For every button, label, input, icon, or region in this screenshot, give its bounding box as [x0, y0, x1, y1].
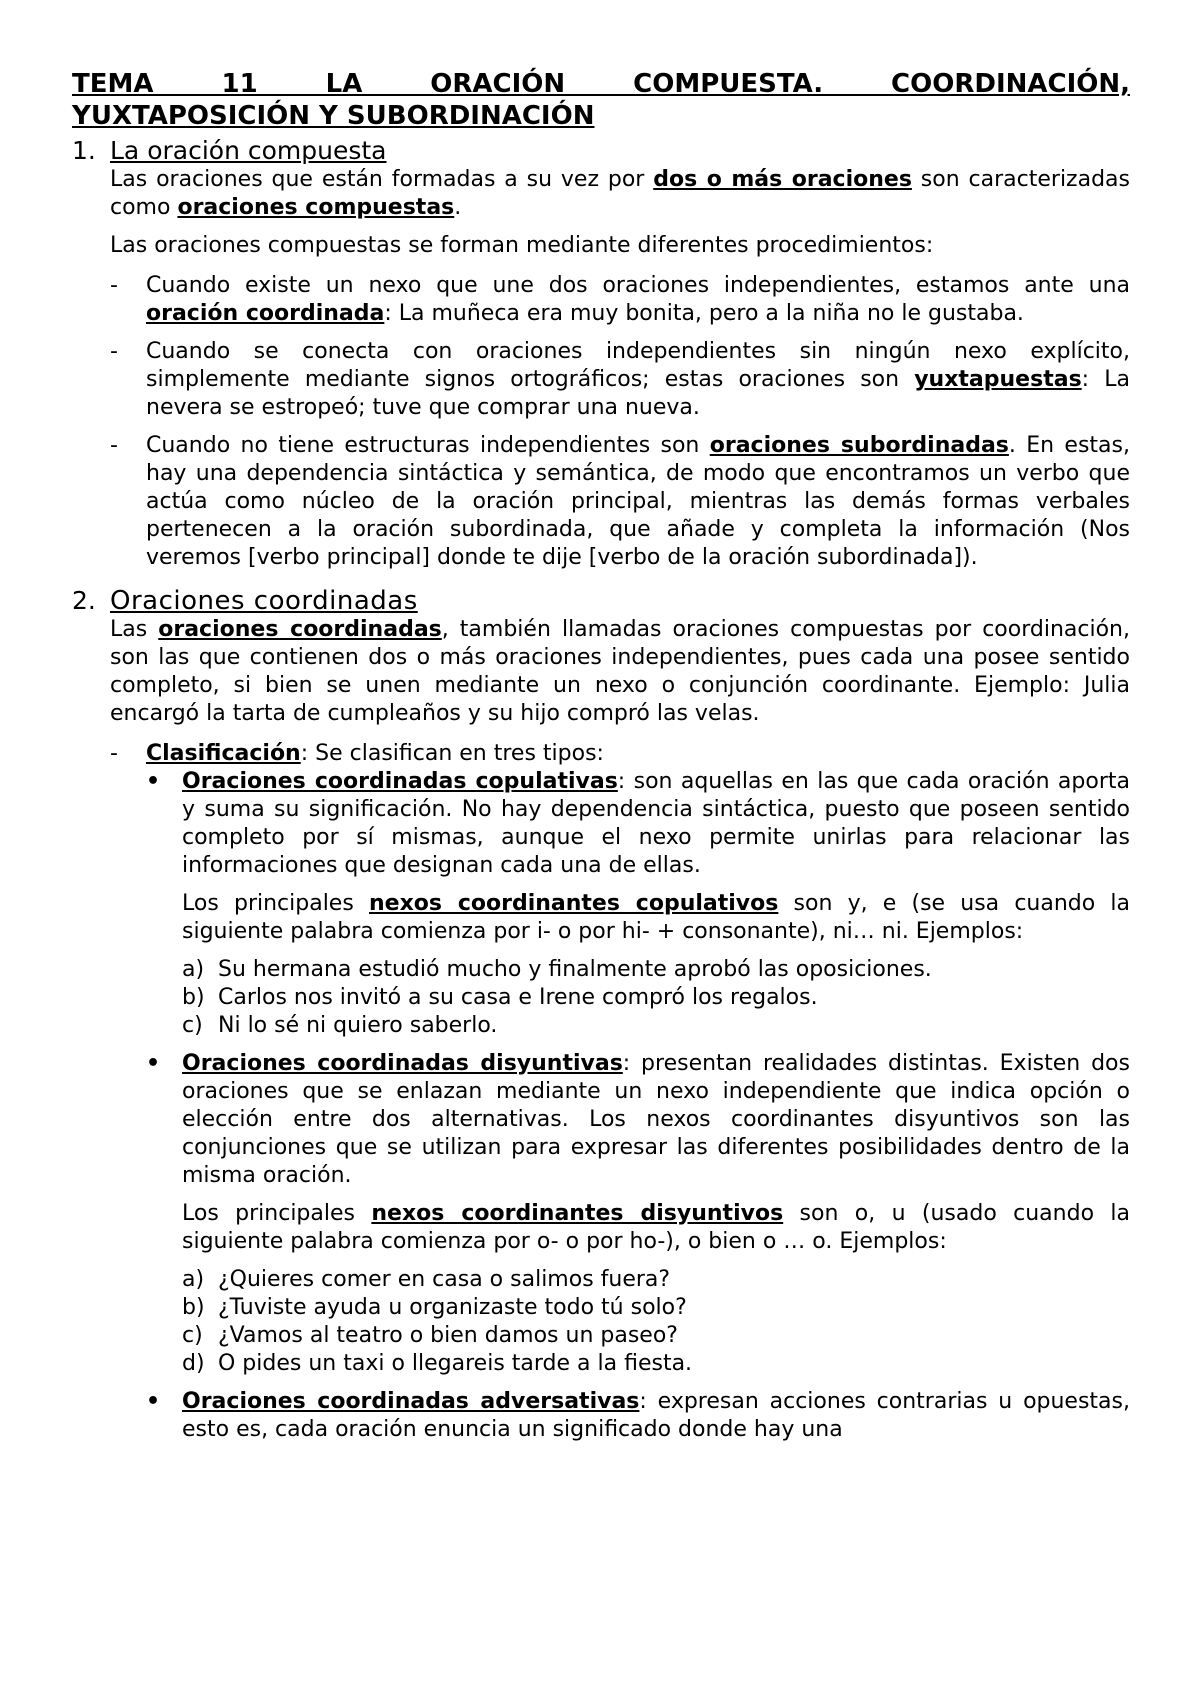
- title-line-1: TEMA 11 LA ORACIÓN COMPUESTA. COORDINACIÓN,: [72, 69, 1130, 99]
- example-text: Ni lo sé ni quiero saberlo.: [218, 1013, 498, 1038]
- example-letter: c): [182, 1323, 203, 1348]
- list-item-text: [146, 272, 1130, 328]
- emphasis-term: oraciones coordinadas: [158, 617, 442, 642]
- text-span: : Se clasifican en tres tipos:: [300, 741, 604, 766]
- list-item-text: [146, 338, 1130, 422]
- section-2-paragraph-1: [110, 616, 1130, 728]
- type-item-disyuntivas: [146, 1050, 1130, 1378]
- text-span: Las oraciones que están formadas a su vez por: [110, 167, 654, 192]
- type-description: [182, 1050, 1130, 1190]
- bullet-marker: •: [146, 769, 161, 794]
- examples-list: [182, 1266, 1130, 1378]
- example-text: ¿Vamos al teatro o bien damos un paseo?: [218, 1323, 678, 1348]
- emphasis-term: oraciones compuestas: [177, 195, 455, 220]
- text-span: Cuando no tiene estructuras independientes son: [146, 433, 710, 458]
- example-item: [182, 984, 1130, 1012]
- section-2-body: [110, 616, 1130, 728]
- nexos-paragraph: [182, 1200, 1130, 1256]
- type-item-body: [182, 768, 1130, 1040]
- dash-marker: -: [110, 273, 118, 298]
- text-span: son y, e (se usa cuando la siguiente palabra comienza por i- o por hi- + consonante), ni… ni. Ejemplos:: [182, 891, 1130, 944]
- text-span: : La nevera se estropeó; tuve que comprar una nueva.: [146, 367, 1130, 420]
- text-span: Las: [110, 617, 159, 642]
- type-description: [182, 768, 1130, 880]
- emphasis-term: nexos coordinantes disyuntivos: [371, 1201, 784, 1226]
- text-span: . En estas, hay una dependencia sintáctica y semántica, de modo que encontramos un verbo que actúa como núcleo de la oración principal, mientras las demás formas verbales pertenecen a la oración subordinada, que añade y completa la información (Nos veremos [verbo principal] donde te dije [verbo de la oración subordinada]).: [146, 433, 1130, 570]
- bullet-marker: •: [146, 1389, 161, 1414]
- example-text: ¿Tuviste ayuda u organizaste todo tú solo?: [218, 1295, 687, 1320]
- text-span: Los principales: [182, 1201, 372, 1226]
- classification-intro: [146, 740, 1130, 768]
- section-2-title: Oraciones coordinadas: [110, 586, 418, 616]
- emphasis-term: oración coordinada: [146, 301, 385, 326]
- text-span: : son aquellas en las que cada oración aporta y suma su significación. No hay dependencia sintáctica, puesto que poseen sentido completo por sí mismas, aunque el nexo permite unirlas para relacionar las informaciones que designan cada una de ellas.: [182, 769, 1130, 878]
- dash-marker: -: [110, 433, 118, 458]
- example-letter: c): [182, 1013, 203, 1038]
- text-span: son caracterizadas como: [110, 167, 1130, 220]
- text-span: Cuando existe un nexo que une dos oraciones independientes, estamos ante una: [146, 273, 1130, 298]
- bullet-marker: •: [146, 1051, 161, 1076]
- example-letter: b): [182, 1295, 205, 1320]
- example-letter: d): [182, 1351, 205, 1376]
- example-item: [182, 1294, 1130, 1322]
- emphasis-term: Oraciones coordinadas adversativas: [182, 1389, 640, 1414]
- emphasis-term: nexos coordinantes copulativos: [369, 891, 779, 916]
- text-span: : expresan acciones contrarias u opuestas, esto es, cada oración enuncia un significado donde hay una: [182, 1389, 1130, 1442]
- type-item-body: [182, 1388, 1130, 1444]
- section-1-paragraph-2: Las oraciones compuestas se forman mediante diferentes procedimientos:: [110, 233, 934, 258]
- text-span: .: [454, 195, 462, 220]
- section-1-body: [110, 166, 1130, 260]
- nexos-paragraph: [182, 890, 1130, 946]
- text-span: Cuando se conecta con oraciones independientes sin ningún nexo explícito, simplemente mediante signos ortográficos; estas oraciones son: [146, 339, 1130, 392]
- example-text: Su hermana estudió mucho y finalmente aprobó las oposiciones.: [218, 957, 932, 982]
- example-text: O pides un taxi o llegareis tarde a la fiesta.: [218, 1351, 693, 1376]
- emphasis-term: yuxtapuestas: [914, 367, 1082, 392]
- emphasis-term: Clasificación: [146, 741, 301, 766]
- example-item: [182, 1266, 1130, 1294]
- emphasis-term: Oraciones coordinadas copulativas: [182, 769, 618, 794]
- classification-item: [110, 740, 1130, 1444]
- list-item: [110, 272, 1130, 328]
- document-title: [72, 68, 1130, 132]
- text-span: , también llamadas oraciones compuestas por coordinación, son las que contienen dos o más oraciones independientes, pues cada una posee sentido completo, si bien se unen mediante un nexo o conjunción coordinante. Ejemplo: Julia encargó la tarta de cumpleaños y su hijo compró las velas.: [110, 617, 1130, 726]
- examples-list: [182, 956, 1130, 1040]
- example-letter: a): [182, 1267, 205, 1292]
- section-1-heading: [72, 136, 1130, 166]
- text-span: : presentan realidades distintas. Existen dos oraciones que se enlazan mediante un nexo independiente que indica opción o elección entre dos alternativas. Los nexos coordinantes disyuntivos son las conjunciones que se utilizan para expresar las diferentes posibilidades dentro de la misma oración.: [182, 1051, 1130, 1188]
- example-text: ¿Quieres comer en casa o salimos fuera?: [218, 1267, 671, 1292]
- emphasis-term: Oraciones coordinadas disyuntivas: [182, 1051, 623, 1076]
- type-item-adversativas: [146, 1388, 1130, 1444]
- type-item-copulativas: [146, 768, 1130, 1040]
- section-1-number: 1.: [72, 136, 96, 165]
- example-letter: a): [182, 957, 205, 982]
- section-1-paragraph-1: [110, 166, 1130, 222]
- dash-marker: -: [110, 339, 118, 364]
- list-item-text: [146, 432, 1130, 572]
- example-item: [182, 956, 1130, 984]
- type-description: [182, 1388, 1130, 1444]
- section-2-heading: [72, 586, 1130, 616]
- type-list: [146, 768, 1130, 1444]
- text-span: : La muñeca era muy bonita, pero a la niña no le gustaba.: [384, 301, 1024, 326]
- classification-content: [146, 740, 1130, 1444]
- text-span: son o, u (usado cuando la siguiente palabra comienza por o- o por ho-), o bien o … o. Ejemplos:: [182, 1201, 1130, 1254]
- list-item: [110, 432, 1130, 572]
- section-2-number: 2.: [72, 586, 96, 615]
- example-letter: b): [182, 985, 205, 1010]
- emphasis-term: oraciones subordinadas: [709, 433, 1009, 458]
- emphasis-term: dos o más oraciones: [653, 167, 912, 192]
- dash-marker: -: [110, 741, 118, 766]
- section-1-title: La oración compuesta: [110, 136, 387, 165]
- text-span: Los principales: [182, 891, 369, 916]
- title-line-2: YUXTAPOSICIÓN Y SUBORDINACIÓN: [72, 101, 595, 131]
- example-item: [182, 1350, 1130, 1378]
- example-text: Carlos nos invitó a su casa e Irene compró los regalos.: [218, 985, 818, 1010]
- example-item: [182, 1322, 1130, 1350]
- example-item: [182, 1012, 1130, 1040]
- list-item: [110, 338, 1130, 422]
- type-item-body: [182, 1050, 1130, 1378]
